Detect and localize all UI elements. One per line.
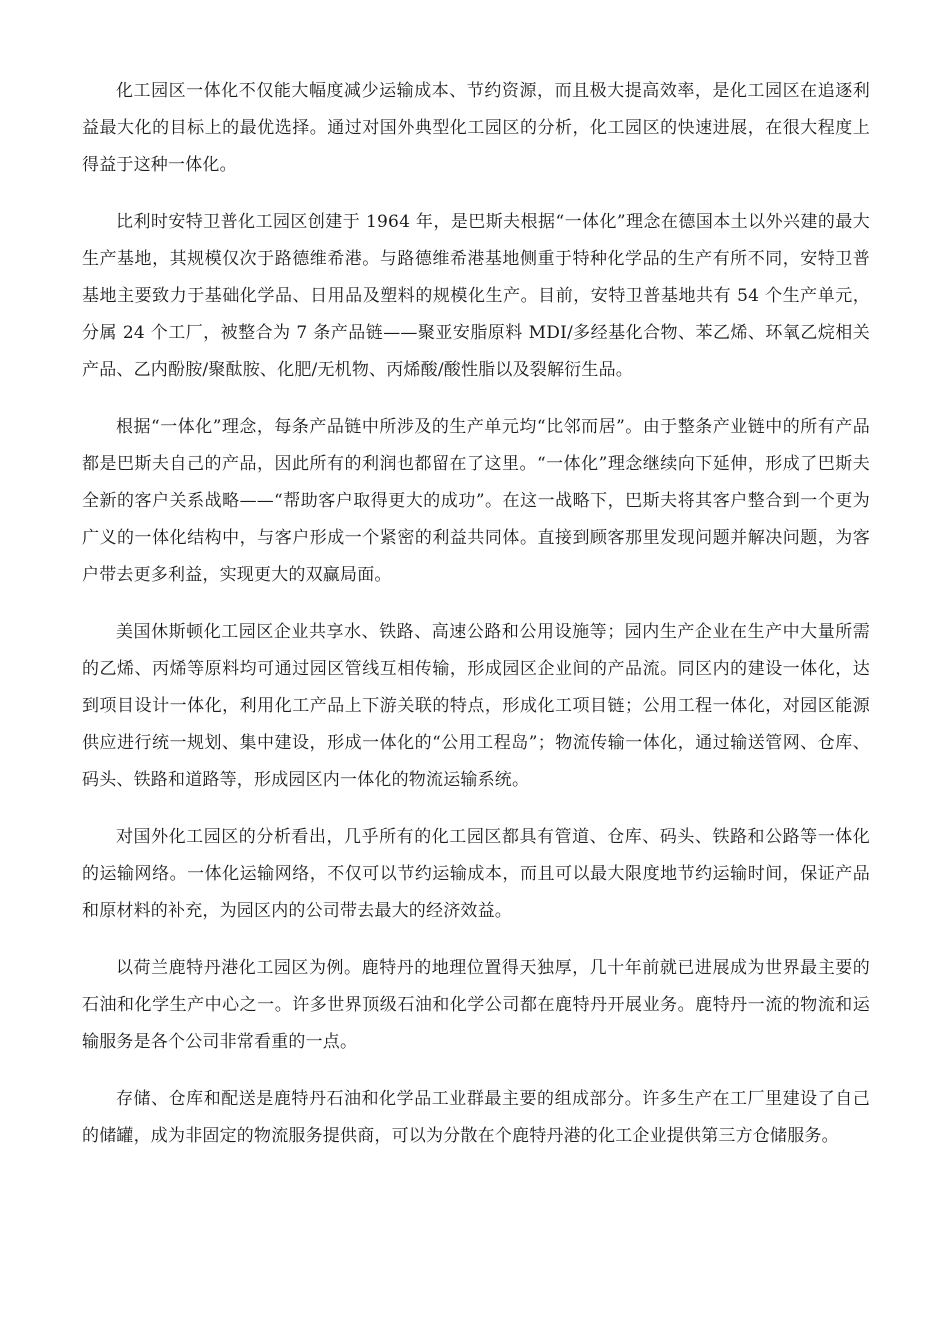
paragraph-integration-intro: 化工园区一体化不仅能大幅度减少运输成本、节约资源，而且极大提高效率，是化工园区在追逐利益最大化的目标上的最优选择。通过对国外典型化工园区的分析，化工园区的快速进展，在很大程度上得益于这种一体化。 [82,81,870,175]
paragraph-rotterdam: 以荷兰鹿特丹港化工园区为例。鹿特丹的地理位置得天独厚，几十年前就已进展成为世界最主要的石油和化学生产中心之一。许多世界顶级石油和化学公司都在鹿特丹开展业务。鹿特丹一流的物流和运输服务是各个公司非常看重的一点。 [82,958,870,1052]
paragraph-transport-network: 对国外化工园区的分析看出，几乎所有的化工园区都具有管道、仓库、码头、铁路和公路等一体化的运输网络。一体化运输网络，不仅可以节约运输成本，而且可以最大限度地节约运输时间，保证产品和原材料的补充，为园区内的公司带去最大的经济效益。 [82,827,870,921]
paragraph-storage: 存储、仓库和配送是鹿特丹石油和化学品工业群最主要的组成部分。许多生产在工厂里建设了自己的储罐，成为非固定的物流服务提供商，可以为分散在个鹿特丹港的化工企业提供第三方仓储服务。 [82,1089,870,1146]
paragraph-basf-strategy: 根据“一体化”理念，每条产品链中所涉及的生产单元均“比邻而居”。由于整条产业链中的所有产品都是巴斯夫自己的产品，因此所有的利润也都留在了这里。“一体化”理念继续向下延伸，形成了巴斯夫全新的客户关系战略——“帮助客户取得更大的成功”。在这一战略下，巴斯夫将其客户整合到一个更为广义的一体化结构中，与客户形成一个紧密的利益共同体。直接到顾客那里发现问题并解决问题，为客户带去更多利益，实现更大的双赢局面。 [82,417,870,585]
paragraph-antwerp: 比利时安特卫普化工园区创建于 1964 年，是巴斯夫根据“一体化”理念在德国本土以外兴建的最大生产基地，其规模仅次于路德维希港。与路德维希港基地侧重于特种化学品的生产有所不同，安特卫普基地主要致力于基础化学品、日用品及塑料的规模化生产。目前，安特卫普基地共有 54 个生产单元，分属 24 个工厂，被整合为 7 条产品链——聚亚安脂原料 MDI/多经基化合物、苯乙烯、环氧乙烷相关产品、乙内酚胺/聚酞胺、化肥/无机物、丙烯酸/酸性脂以及裂解衍生品。 [82,212,870,380]
document-body [82,73,870,1175]
paragraph-houston: 美国休斯顿化工园区企业共享水、铁路、高速公路和公用设施等；园内生产企业在生产中大量所需的乙烯、丙烯等原料均可通过园区管线互相传输，形成园区企业间的产品流。同区内的建设一体化，达到项目设计一体化，利用化工产品上下游关联的特点，形成化工项目链；公用工程一体化，对园区能源供应进行统一规划、集中建设，形成一体化的“公用工程岛”；物流传输一体化，通过输送管网、仓库、码头、铁路和道路等，形成园区内一体化的物流运输系统。 [82,622,870,790]
